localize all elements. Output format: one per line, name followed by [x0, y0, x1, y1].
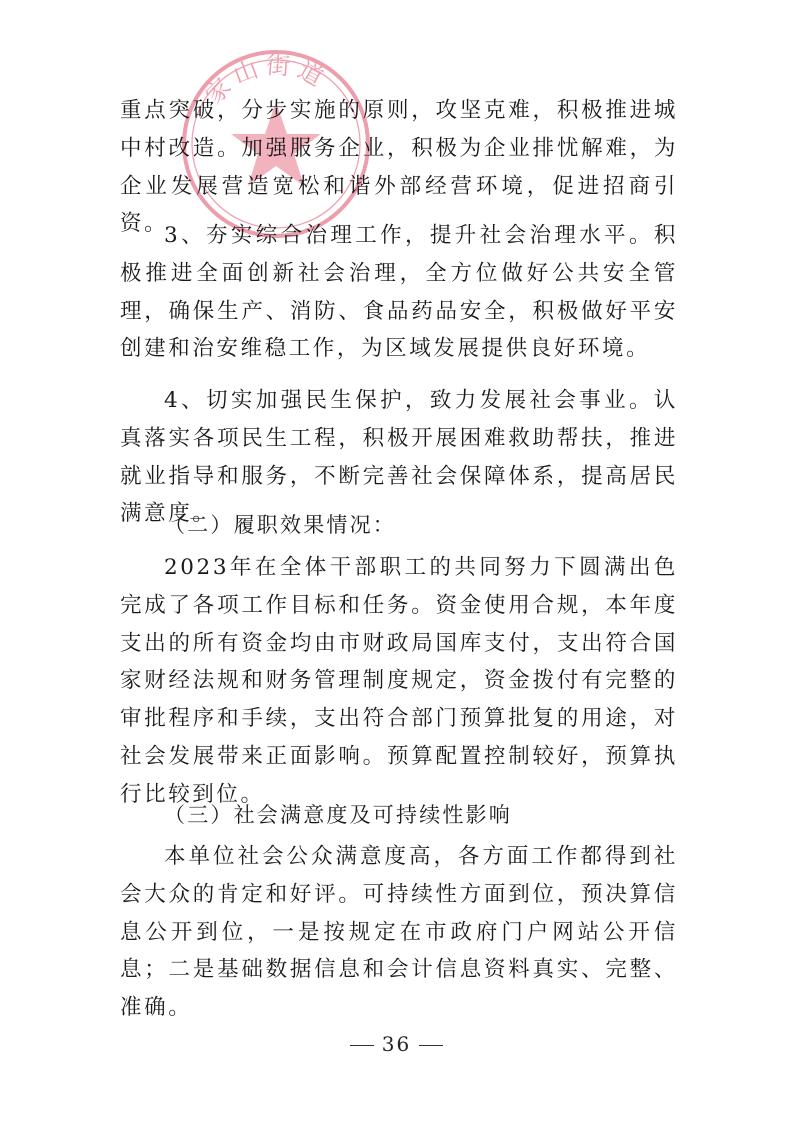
seal-text: 家山街道 [200, 51, 334, 110]
paragraph-1: 重点突破，分步实施的原则，攻坚克难，积极推进城中村改造。加强服务企业，积极为企业排忧解难，为企业发展营造宽松和谐外部经营环境，促进招商引资。 [120, 98, 678, 237]
page-footer [0, 1032, 793, 1056]
paragraph-4: 2023年在全体干部职工的共同努力下圆满出色完成了各项工作目标和任务。资金使用合规，本年度支出的所有资金均由市财政局国库支付，支出符合国家财经法规和财务管理制度规定，资金拨付有完整的审批程序和手续，支出符合部门预算批复的用途，对社会发展带来正面影响。预算配置控制较好，预算执行比较到位。 [120, 555, 678, 807]
footer-dash-right [419, 1045, 443, 1046]
section-heading-3: （三）社会满意度及可持续性影响 [164, 803, 512, 827]
paragraph-2: 3、夯实综合治理工作，提升社会治理水平。积极推进全面创新社会治理，全方位做好公共安全管理，确保生产、消防、食品药品安全，积极做好平安创建和治安维稳工作，为区域发展提供良好环境。 [120, 223, 678, 362]
footer-dash-left [350, 1045, 374, 1046]
paragraph-5: 本单位社会公众满意度高，各方面工作都得到社会大众的肯定和好评。可持续性方面到位，预决算信息公开到位，一是按规定在市政府门户网站公开信息；二是基础数据信息和会计信息资料真实、完整、准确。 [120, 844, 678, 1021]
page-number: 36 [381, 1032, 412, 1056]
paragraph-3: 4、切实加强民生保护，致力发展社会事业。认真落实各项民生工程，积极开展困难救助帮扶，推进就业指导和服务，不断完善社会保障体系，提高居民满意度。 [120, 388, 678, 527]
section-heading-2: （二）履职效果情况： [164, 513, 396, 537]
